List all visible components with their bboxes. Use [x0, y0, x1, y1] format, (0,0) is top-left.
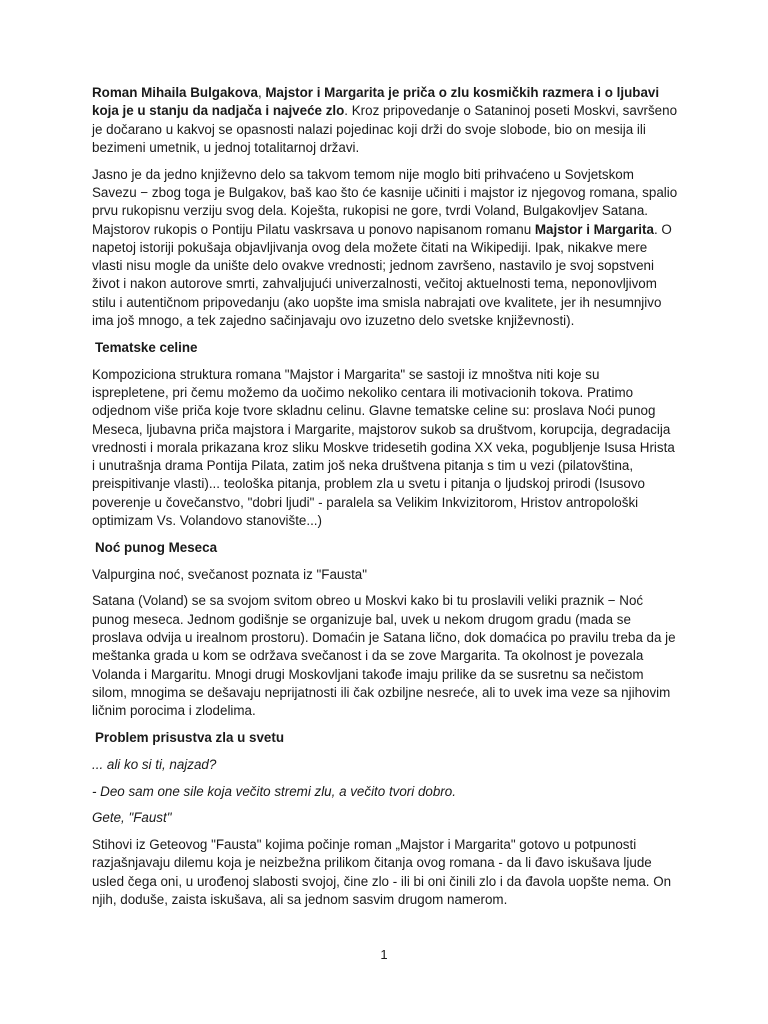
intro-paragraph: [92, 84, 678, 157]
heading-full-moon-night: Noć punog Meseca: [95, 539, 218, 555]
walpurgis-subtitle: Valpurgina noć, svečanost poznata iz "Fausta": [92, 566, 367, 582]
intro-lead-thesis: Majstor i Margarita je priča o zlu kosmičkih razmera i o ljubavi koja je u stanju da nadjača i najveće zlo: [92, 85, 660, 119]
thematic-paragraph: Kompoziciona struktura romana "Majstor i Margarita" se sastoji iz mnoštva niti koje su isprepletene, pri čemu možemo da uočimo nekoliko centara ili motivacionih tokova. Pratimo odjednom više priča koje tvore skladnu celinu. Glavne tematske celine su: proslava Noći punog Meseca, ljubavna priča majstora i Margarite, majstorov sukob sa društvom, korupcija, degradacija vrednosti i morala prikazana kroz sliku Moskve tridesetih godina XX veka, pogubljenje Isusa Hrista i unutrašnja drama Pontija Pilata, zatim još neka društvena pitanja s tim u vezi (pilatovština, preispitivanje vlasti)... teološka pitanja, problem zla u svetu i pitanja o ljudskoj prirodi (Isusovo poverenje u čovečanstvo, "dobri ljudi" - paralela sa Velikim Inkvizitorom, Hristov antropološki optimizam Vs. Volandovo stanovište...): [92, 366, 675, 529]
history-text-after: . O napetoj istoriji pokušaja objavljivanja ovog dela možete čitati na Wikipediji. Ipak, nikakve mere vlasti nisu mogle da unište delo ovakve vrednosti; jednom završeno, nastavilo je svoj sopstveni život i nakon autorove smrti, zahvaljujući univerzalnosti, večitoj aktuelnosti tema, neponovljivom stilu i autentičnom pripovedanju (ako uopšte ima smisla nabrajati ove kvalitete, jer ih nesumnjivo ima još mnogo, a tek zajedno sačinjavaju ovo izuzetno delo svetske književnosti).: [92, 221, 672, 329]
history-bold-title: Majstor i Margarita: [534, 221, 654, 237]
faust-verses-paragraph: Stihovi iz Geteovog "Fausta" kojima počinje roman „Majstor i Margarita" gotovo u potpunosti razjašnjavaju dilemu koja je neizbežna prilikom čitanja ovog romana - da li đavo iskušava ljude usled čega oni, u urođenoj slabosti svojoj, čine zlo - ili bi oni činili zlo i da đavola uopšte nema. On njih, doduše, zaista iskušava, ali sa jednom sasvim drugom namerom.: [92, 837, 672, 908]
intro-lead-author: Roman Mihaila Bulgakova: [92, 85, 258, 100]
quote-line-question: ... ali ko si ti, najzad?: [92, 756, 217, 772]
heading-thematic-units: Tematske celine: [95, 339, 198, 355]
quote-line-answer: - Deo sam one sile koja večito stremi zlu, a večito tvori dobro.: [92, 783, 456, 799]
intro-rest-text: . Kroz pripovedanje o Sataninoj poseti Moskvi, savršeno je dočarano u kakvoj se opasnosti nalazi pojedinac koji drži do svoje slobode, bio on mesija ili bezimeni umetnik, u jednoj totalitarnoj državi.: [92, 103, 678, 155]
heading-problem-of-evil: Problem prisustva zla u svetu: [95, 730, 285, 745]
document-page: [92, 84, 678, 918]
intro-lead-separator: ,: [257, 85, 266, 100]
history-text-before: Jasno je da jedno književno delo sa takvom temom nije moglo biti prihvaćeno u Sovjetskom Savezu − zbog toga je Bulgakov, baš kao što će kasnije učiniti i majstor iz njegovog romana, spalio prvu rukopisnu verziju svog dela. Koješta, rukopisi ne gore, tvrdi Voland, Bulgakovljev Satana. Majstorov rukopis o Pontiju Pilatu vaskrsava u ponovo napisanom romanu: [92, 166, 678, 237]
satan-paragraph: Satana (Voland) se sa svojom svitom obreo u Moskvi kako bi tu proslavili veliki praznik − Noć punog meseca. Jednom godišnje se organizuje bal, uvek u nekom drugom gradu (mada se proslava odvija u irealnom prostoru). Domaćin je Satana lično, dok domaćica po pravilu treba da je meštanka grada u kom se održava svečanost i da se zove Margarita. Ta okolnost je povezala Volanda i Margaritu. Mnogi drugi Moskovljani takođe imaju prilike da se susretnu sa nečistom silom, mnogima se dešavaju neprijatnosti ili čak ozbiljne nesreće, ali to uvek ima veze sa njihovim ličnim porocima i zlodelima.: [92, 593, 676, 719]
page-number: 1: [380, 947, 388, 962]
history-paragraph: [92, 166, 678, 331]
quote-attribution: Gete, "Faust": [92, 810, 172, 826]
